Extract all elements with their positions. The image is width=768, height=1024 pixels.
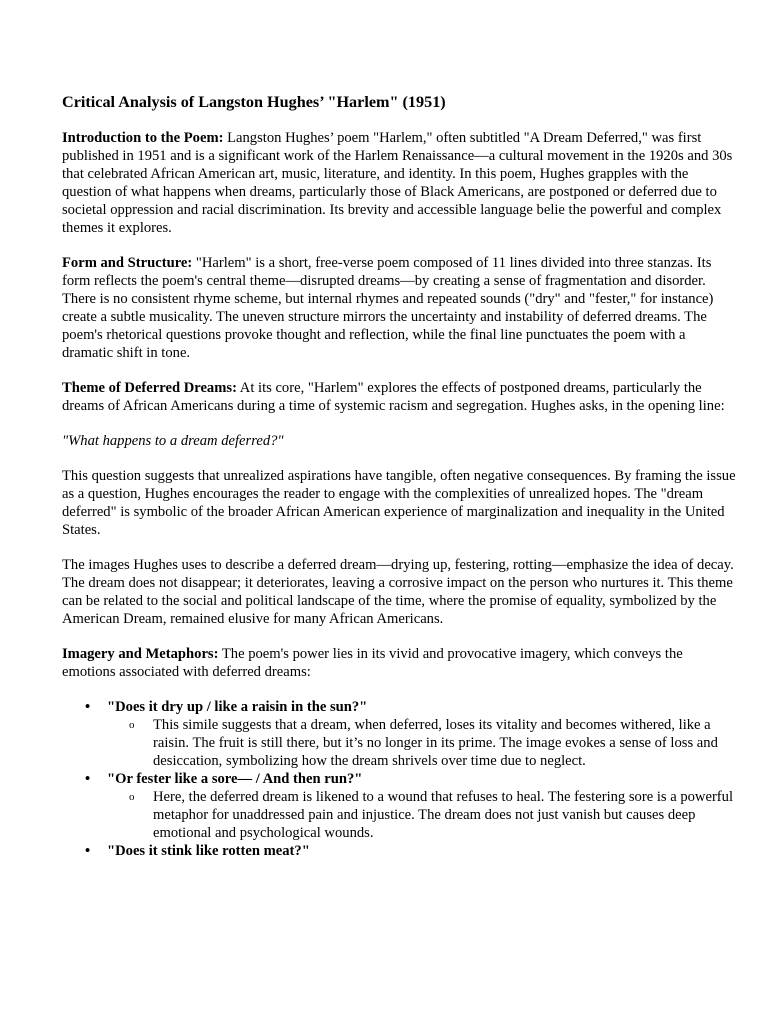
- opening-line-quote: "What happens to a dream deferred?": [62, 433, 284, 449]
- bullet-text: "Or fester like a sore— / And then run?": [107, 771, 363, 787]
- imagery-heading: Imagery and Metaphors:: [62, 646, 219, 662]
- imagery-paragraph: [62, 645, 738, 681]
- bullet-icon: •: [85, 771, 91, 787]
- document-page: [62, 92, 738, 860]
- intro-text: Langston Hughes’ poem "Harlem," often subtitled "A Dream Deferred," was first published in 1951 and is a significant work of the Harlem Renaissance—a cultural movement in the 1920s and 30s that celebrated African American art, music, literature, and identity. In this poem, Hughes grapples with the question of what happens when dreams, particularly those of Black Americans, are postponed or deferred due to societal oppression and racial discrimination. Its brevity and accessible language belie the powerful and complex themes it explores.: [62, 130, 733, 236]
- imagery-list: [62, 698, 738, 860]
- sub-bullet-icon: o: [129, 791, 135, 803]
- form-paragraph: [62, 254, 738, 362]
- document-title: Critical Analysis of Langston Hughes’ "Harlem" (1951): [62, 93, 446, 111]
- list-item: [62, 770, 738, 842]
- theme-text: At its core, "Harlem" explores the effects of postponed dreams, particularly the dreams of African Americans during a time of systemic racism and segregation. Hughes asks, in the opening line:: [62, 380, 725, 414]
- sub-bullet-text: Here, the deferred dream is likened to a wound that refuses to heal. The festering sore is a powerful metaphor for unaddressed pain and injustice. The dream does not just vanish but causes deep emotional and psychological wounds.: [153, 789, 734, 841]
- form-text: "Harlem" is a short, free-verse poem composed of 11 lines divided into three stanzas. Its form reflects the poem's central theme—disrupted dreams—by creating a sense of fragmentation and disorder. There is no consistent rhyme scheme, but internal rhymes and repeated sounds ("dry" and "fester," for instance) create a subtle musicality. The uneven structure mirrors the uncertainty and instability of deferred dreams. The poem's rhetorical questions provoke thought and reflection, while the final line punctuates the poem with a dramatic shift in tone.: [62, 255, 714, 361]
- bullet-text: "Does it stink like rotten meat?": [107, 843, 310, 859]
- sub-list-item: [107, 716, 738, 770]
- imagery-text: The poem's power lies in its vivid and provocative imagery, which conveys the emotions associated with deferred dreams:: [62, 646, 683, 680]
- intro-heading: Introduction to the Poem:: [62, 130, 224, 146]
- sub-bullet-icon: o: [129, 719, 135, 731]
- list-item: [62, 698, 738, 770]
- form-heading: Form and Structure:: [62, 255, 193, 271]
- bullet-icon: •: [85, 699, 91, 715]
- sub-list: [107, 788, 738, 842]
- bullet-text: "Does it dry up / like a raisin in the sun?": [107, 699, 368, 715]
- theme-paragraph: [62, 379, 738, 415]
- theme-heading: Theme of Deferred Dreams:: [62, 380, 237, 396]
- question-paragraph: This question suggests that unrealized aspirations have tangible, often negative consequences. By framing the issue as a question, Hughes encourages the reader to engage with the complexities of unrealized hopes. The "dream deferred" is symbolic of the broader African American experience of marginalization and inequality in the United States.: [62, 468, 736, 538]
- sub-bullet-text: This simile suggests that a dream, when deferred, loses its vitality and becomes withered, like a raisin. The fruit is still there, but it’s no longer in its prime. The image evokes a sense of loss and desiccation, symbolizing how the dream shrivels over time due to neglect.: [153, 717, 718, 769]
- bullet-icon: •: [85, 843, 91, 859]
- sub-list: [107, 716, 738, 770]
- images-paragraph: The images Hughes uses to describe a deferred dream—drying up, festering, rotting—emphasize the idea of decay. The dream does not disappear; it deteriorates, leaving a corrosive impact on the person who nurtures it. This theme can be related to the social and political landscape of the time, where the promise of equality, symbolized by the American Dream, remained elusive for many African Americans.: [62, 557, 734, 627]
- list-item: [62, 842, 738, 860]
- sub-list-item: [107, 788, 738, 842]
- intro-paragraph: [62, 129, 738, 237]
